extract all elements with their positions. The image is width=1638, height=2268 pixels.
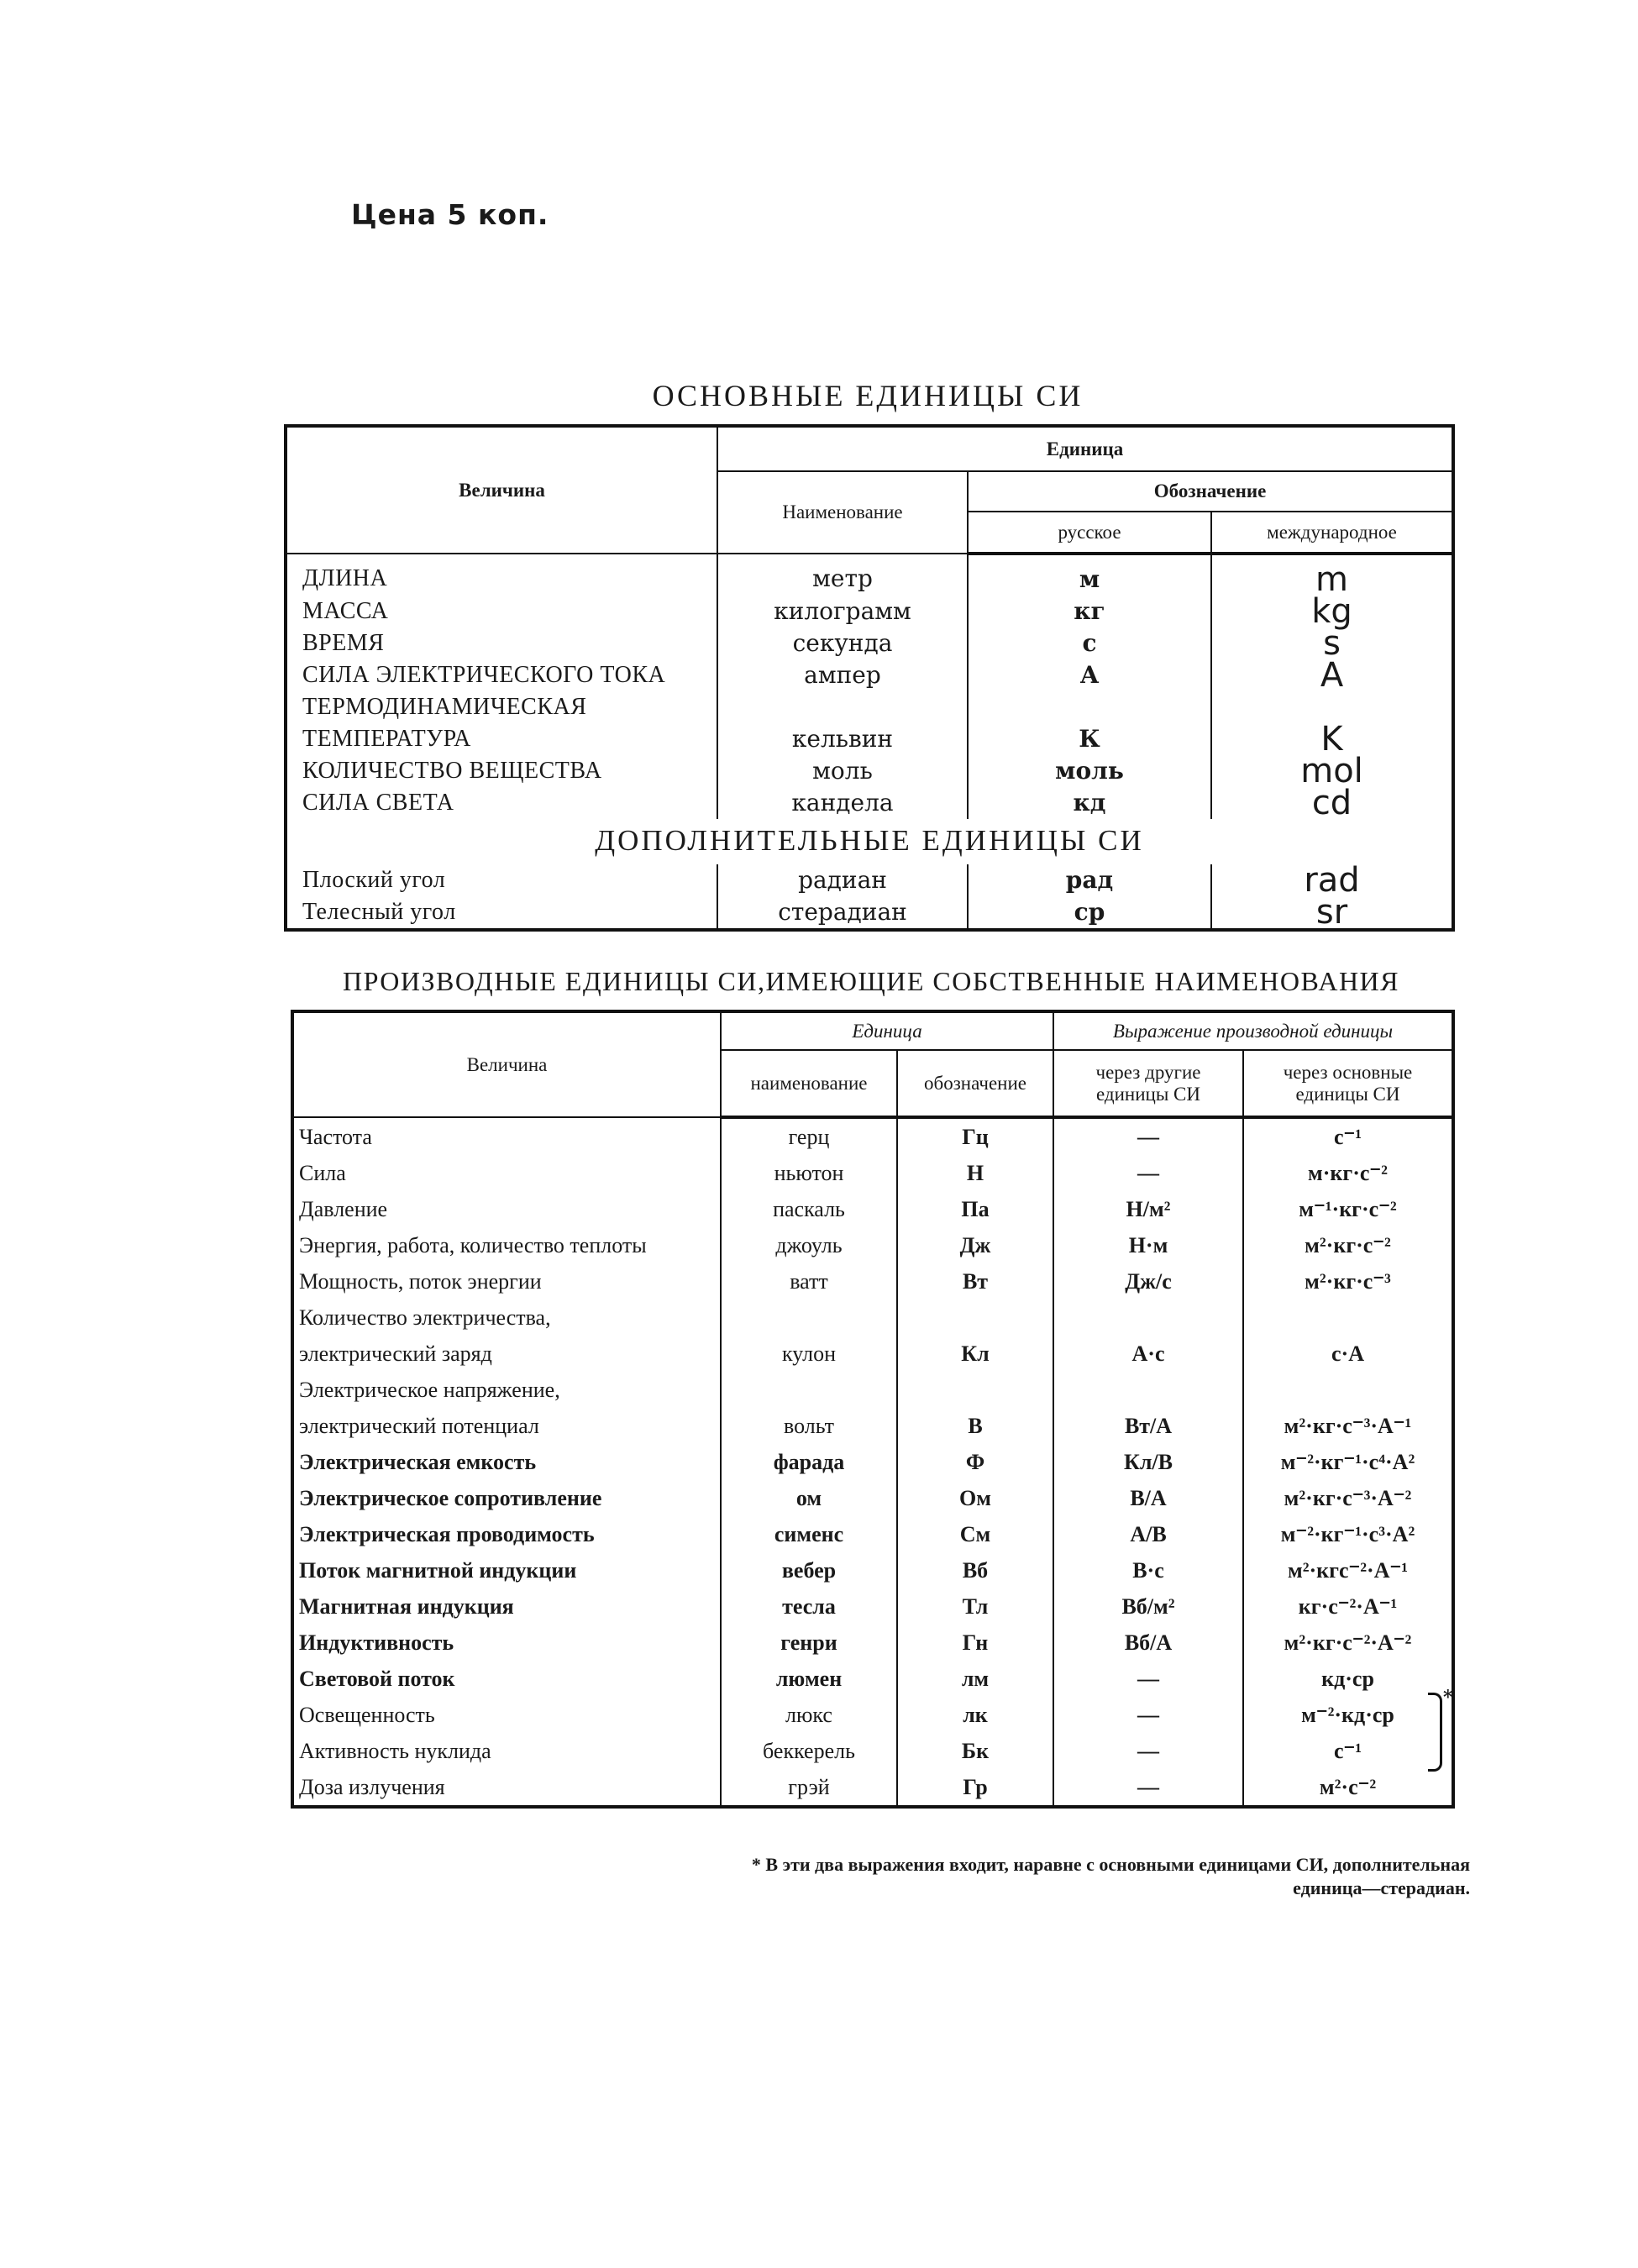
- header-via-other: [1053, 1050, 1243, 1117]
- table1-title: ОСНОВНЫЕ ЕДИНИЦЫ СИ: [652, 379, 1084, 412]
- header-unit: Единица: [717, 426, 1453, 471]
- supplementary-units-title: ДОПОЛНИТЕЛЬНЫЕ ЕДИНИЦЫ СИ: [595, 824, 1144, 857]
- symbol-cell: [897, 1372, 1053, 1408]
- symbol-cell: Дж: [897, 1227, 1053, 1263]
- header-via-base: [1243, 1050, 1453, 1117]
- unit-name-cell: вебер: [721, 1552, 897, 1588]
- russian-symbol-cell: м: [968, 554, 1211, 596]
- header-designation: Обозначение: [968, 471, 1453, 512]
- footnote-line2: единица—стерадиан.: [1293, 1877, 1470, 1898]
- table-row: [292, 1697, 1453, 1733]
- table2-title: ПРОИЗВОДНЫЕ ЕДИНИЦЫ СИ,ИМЕЮЩИЕ СОБСТВЕННЫЕ НАИМЕНОВАНИЯ: [342, 966, 1399, 996]
- unit-name-cell: кулон: [721, 1336, 897, 1372]
- via-base-units-cell: с·А: [1243, 1336, 1453, 1372]
- price-label: Цена 5 коп.: [351, 198, 549, 231]
- via-base-units-cell: м⁻²·кд·ср: [1243, 1697, 1453, 1733]
- via-base-units-cell: м⁻¹·кг·с⁻²: [1243, 1191, 1453, 1227]
- via-other-units-cell: Вт/А: [1053, 1408, 1243, 1444]
- table-row: [286, 755, 1453, 787]
- table-row: [292, 1769, 1453, 1807]
- via-other-units-cell: —: [1053, 1733, 1243, 1769]
- header-via-base-line2: единицы СИ: [1295, 1083, 1400, 1105]
- header-russian: русское: [968, 512, 1211, 554]
- quantity-cell: Количество электричества,: [299, 1305, 551, 1330]
- symbol-cell: Бк: [897, 1733, 1053, 1769]
- quantity-cell: Плоский угол: [302, 867, 446, 893]
- table-row: [292, 1588, 1453, 1625]
- unit-name-cell: стерадиан: [717, 896, 968, 930]
- unit-name-cell: сименс: [721, 1516, 897, 1552]
- via-base-units-cell: м²·кгс⁻²·А⁻¹: [1243, 1552, 1453, 1588]
- unit-name-cell: фарада: [721, 1444, 897, 1480]
- unit-name-cell: люмен: [721, 1661, 897, 1697]
- symbol-cell: Кл: [897, 1336, 1053, 1372]
- quantity-cell: СИЛА ЭЛЕКТРИЧЕСКОГО ТОКА: [302, 662, 666, 688]
- quantity-cell: СИЛА СВЕТА: [302, 790, 454, 816]
- unit-name-cell: кандела: [717, 787, 968, 819]
- table-row: [292, 1516, 1453, 1552]
- symbol-cell: Па: [897, 1191, 1053, 1227]
- international-symbol-cell: kg: [1211, 596, 1453, 627]
- footnote-line1: * В эти два выражения входит, наравне с основными единицами СИ, дополнительная: [751, 1854, 1470, 1875]
- unit-name-cell: секунда: [717, 627, 968, 659]
- russian-symbol-cell: рад: [968, 864, 1211, 896]
- via-other-units-cell: Вб/м²: [1053, 1588, 1243, 1625]
- quantity-cell: МАССА: [302, 598, 389, 624]
- table-row: [292, 1480, 1453, 1516]
- symbol-cell: лм: [897, 1661, 1053, 1697]
- via-other-units-cell: Дж/с: [1053, 1263, 1243, 1299]
- via-base-units-cell: [1243, 1299, 1453, 1336]
- quantity-cell: Индуктивность: [299, 1630, 454, 1655]
- quantity-cell: Электрическое сопротивление: [299, 1486, 602, 1510]
- russian-symbol-cell: моль: [968, 755, 1211, 787]
- quantity-cell: Телесный угол: [302, 899, 456, 925]
- table-row: [292, 1552, 1453, 1588]
- international-symbol-cell: s: [1211, 627, 1453, 659]
- via-other-units-cell: —: [1053, 1769, 1243, 1807]
- via-other-units-cell: —: [1053, 1155, 1243, 1191]
- table-row: [286, 896, 1453, 930]
- russian-symbol-cell: К: [968, 723, 1211, 755]
- symbol-cell: [897, 1299, 1053, 1336]
- unit-name-cell: генри: [721, 1625, 897, 1661]
- header-quantity: Величина: [292, 1011, 721, 1117]
- table-row: [292, 1155, 1453, 1191]
- symbol-cell: Гц: [897, 1117, 1053, 1155]
- via-other-units-cell: В·с: [1053, 1552, 1243, 1588]
- table-row: [292, 1733, 1453, 1769]
- via-base-units-cell: м²·кг·с⁻²: [1243, 1227, 1453, 1263]
- table-row: [286, 596, 1453, 627]
- unit-name-cell: [721, 1299, 897, 1336]
- unit-name-cell: вольт: [721, 1408, 897, 1444]
- quantity-cell: электрический заряд: [299, 1341, 492, 1366]
- table-row: [292, 1444, 1453, 1480]
- quantity-cell: Активность нуклида: [299, 1739, 491, 1763]
- unit-name-cell: ампер: [717, 659, 968, 691]
- symbol-cell: Вт: [897, 1263, 1053, 1299]
- table-row: [292, 1625, 1453, 1661]
- quantity-cell: Давление: [299, 1197, 388, 1221]
- unit-name-cell: ньютон: [721, 1155, 897, 1191]
- symbol-cell: Н: [897, 1155, 1053, 1191]
- quantity-cell: Сила: [299, 1161, 346, 1185]
- symbol-cell: Тл: [897, 1588, 1053, 1625]
- via-other-units-cell: А/В: [1053, 1516, 1243, 1552]
- unit-name-cell: радиан: [717, 864, 968, 896]
- quantity-cell: ДЛИНА: [302, 565, 388, 591]
- table-row: [292, 1227, 1453, 1263]
- international-symbol-cell: mol: [1211, 755, 1453, 787]
- base-units-body: [286, 554, 1453, 930]
- via-other-units-cell: [1053, 1372, 1243, 1408]
- table-row: [292, 1191, 1453, 1227]
- quantity-cell: Электрическая емкость: [299, 1450, 537, 1474]
- header-via-other-line1: через другие: [1095, 1061, 1201, 1083]
- symbol-cell: Гр: [897, 1769, 1053, 1807]
- russian-symbol-cell: [968, 691, 1211, 723]
- table-row: [286, 627, 1453, 659]
- quantity-cell: Частота: [299, 1125, 372, 1149]
- unit-name-cell: тесла: [721, 1588, 897, 1625]
- header-unit: Единица: [721, 1011, 1053, 1050]
- header-name: Наименование: [717, 471, 968, 554]
- symbol-cell: Гн: [897, 1625, 1053, 1661]
- header-international: международное: [1211, 512, 1453, 554]
- table-row: [292, 1408, 1453, 1444]
- international-symbol-cell: m: [1211, 554, 1453, 596]
- symbol-cell: Ф: [897, 1444, 1053, 1480]
- quantity-cell: Электрическая проводимость: [299, 1522, 595, 1546]
- via-base-units-cell: м²·кг·с⁻³·А⁻¹: [1243, 1408, 1453, 1444]
- quantity-cell: ТЕРМОДИНАМИЧЕСКАЯ: [302, 694, 587, 720]
- via-other-units-cell: Н·м: [1053, 1227, 1243, 1263]
- table-row: [292, 1299, 1453, 1336]
- international-symbol-cell: rad: [1211, 864, 1453, 896]
- symbol-cell: В: [897, 1408, 1053, 1444]
- quantity-cell: ВРЕМЯ: [302, 630, 385, 656]
- quantity-cell: Доза излучения: [299, 1775, 445, 1799]
- via-other-units-cell: Кл/В: [1053, 1444, 1243, 1480]
- quantity-cell: ТЕМПЕРАТУРА: [302, 726, 471, 752]
- via-other-units-cell: В/А: [1053, 1480, 1243, 1516]
- unit-name-cell: килограмм: [717, 596, 968, 627]
- unit-name-cell: ом: [721, 1480, 897, 1516]
- international-symbol-cell: K: [1211, 723, 1453, 755]
- unit-name-cell: грэй: [721, 1769, 897, 1807]
- via-other-units-cell: —: [1053, 1117, 1243, 1155]
- russian-symbol-cell: кг: [968, 596, 1211, 627]
- header-designation: обозначение: [897, 1050, 1053, 1117]
- quantity-cell: электрический потенциал: [299, 1414, 539, 1438]
- via-other-units-cell: Н/м²: [1053, 1191, 1243, 1227]
- via-base-units-cell: м⁻²·кг⁻¹·с⁴·А²: [1243, 1444, 1453, 1480]
- quantity-cell: Освещенность: [299, 1703, 435, 1727]
- via-base-units-cell: м⁻²·кг⁻¹·с³·А²: [1243, 1516, 1453, 1552]
- unit-name-cell: джоуль: [721, 1227, 897, 1263]
- header-name: наименование: [721, 1050, 897, 1117]
- footnote-star: *: [1443, 1687, 1453, 1709]
- via-base-units-cell: м²·кг·с⁻²·А⁻²: [1243, 1625, 1453, 1661]
- section-row: [286, 819, 1453, 864]
- unit-name-cell: люкс: [721, 1697, 897, 1733]
- derived-units-table: [291, 1010, 1455, 1809]
- unit-name-cell: моль: [717, 755, 968, 787]
- table-row: [286, 691, 1453, 723]
- footnote: [454, 1853, 1470, 1900]
- symbol-cell: Ом: [897, 1480, 1053, 1516]
- header-via-base-line1: через основные: [1283, 1061, 1413, 1083]
- via-other-units-cell: А·с: [1053, 1336, 1243, 1372]
- header-expression: Выражение производной единицы: [1053, 1011, 1453, 1050]
- derived-units-body: [292, 1117, 1453, 1807]
- table-row: [286, 723, 1453, 755]
- via-other-units-cell: Вб/А: [1053, 1625, 1243, 1661]
- international-symbol-cell: sr: [1211, 896, 1453, 930]
- quantity-cell: КОЛИЧЕСТВО ВЕЩЕСТВА: [302, 758, 602, 784]
- via-base-units-cell: кг·с⁻²·А⁻¹: [1243, 1588, 1453, 1625]
- russian-symbol-cell: ср: [968, 896, 1211, 930]
- header-via-other-line2: единицы СИ: [1096, 1083, 1200, 1105]
- quantity-cell: Поток магнитной индукции: [299, 1558, 577, 1583]
- unit-name-cell: кельвин: [717, 723, 968, 755]
- table-row: [286, 787, 1453, 819]
- table-row: [286, 554, 1453, 596]
- unit-name-cell: [721, 1372, 897, 1408]
- via-base-units-cell: м²·кг·с⁻³·А⁻²: [1243, 1480, 1453, 1516]
- quantity-cell: Световой поток: [299, 1667, 455, 1691]
- unit-name-cell: беккерель: [721, 1733, 897, 1769]
- via-base-units-cell: с⁻¹: [1243, 1733, 1453, 1769]
- quantity-cell: Магнитная индукция: [299, 1594, 514, 1619]
- via-base-units-cell: [1243, 1372, 1453, 1408]
- footnote-brace: [1428, 1693, 1442, 1772]
- table-row: [292, 1336, 1453, 1372]
- via-base-units-cell: с⁻¹: [1243, 1117, 1453, 1155]
- table-row: [286, 864, 1453, 896]
- symbol-cell: Вб: [897, 1552, 1053, 1588]
- international-symbol-cell: cd: [1211, 787, 1453, 819]
- international-symbol-cell: [1211, 691, 1453, 723]
- unit-name-cell: ватт: [721, 1263, 897, 1299]
- unit-name-cell: [717, 691, 968, 723]
- quantity-cell: Мощность, поток энергии: [299, 1269, 542, 1294]
- quantity-cell: Электрическое напряжение,: [299, 1378, 560, 1402]
- unit-name-cell: герц: [721, 1117, 897, 1155]
- symbol-cell: лк: [897, 1697, 1053, 1733]
- international-symbol-cell: A: [1211, 659, 1453, 691]
- table-row: [292, 1372, 1453, 1408]
- table-row: [292, 1661, 1453, 1697]
- base-units-table: [284, 424, 1455, 932]
- table-row: [292, 1117, 1453, 1155]
- via-base-units-cell: кд·ср: [1243, 1661, 1453, 1697]
- via-other-units-cell: —: [1053, 1697, 1243, 1733]
- via-other-units-cell: [1053, 1299, 1243, 1336]
- via-base-units-cell: м²·с⁻²: [1243, 1769, 1453, 1807]
- via-base-units-cell: м²·кг·с⁻³: [1243, 1263, 1453, 1299]
- quantity-cell: Энергия, работа, количество теплоты: [299, 1233, 647, 1257]
- unit-name-cell: метр: [717, 554, 968, 596]
- unit-name-cell: паскаль: [721, 1191, 897, 1227]
- header-quantity: Величина: [286, 426, 717, 554]
- via-base-units-cell: м·кг·с⁻²: [1243, 1155, 1453, 1191]
- table-row: [286, 659, 1453, 691]
- symbol-cell: См: [897, 1516, 1053, 1552]
- russian-symbol-cell: кд: [968, 787, 1211, 819]
- via-other-units-cell: —: [1053, 1661, 1243, 1697]
- russian-symbol-cell: с: [968, 627, 1211, 659]
- table-row: [292, 1263, 1453, 1299]
- russian-symbol-cell: А: [968, 659, 1211, 691]
